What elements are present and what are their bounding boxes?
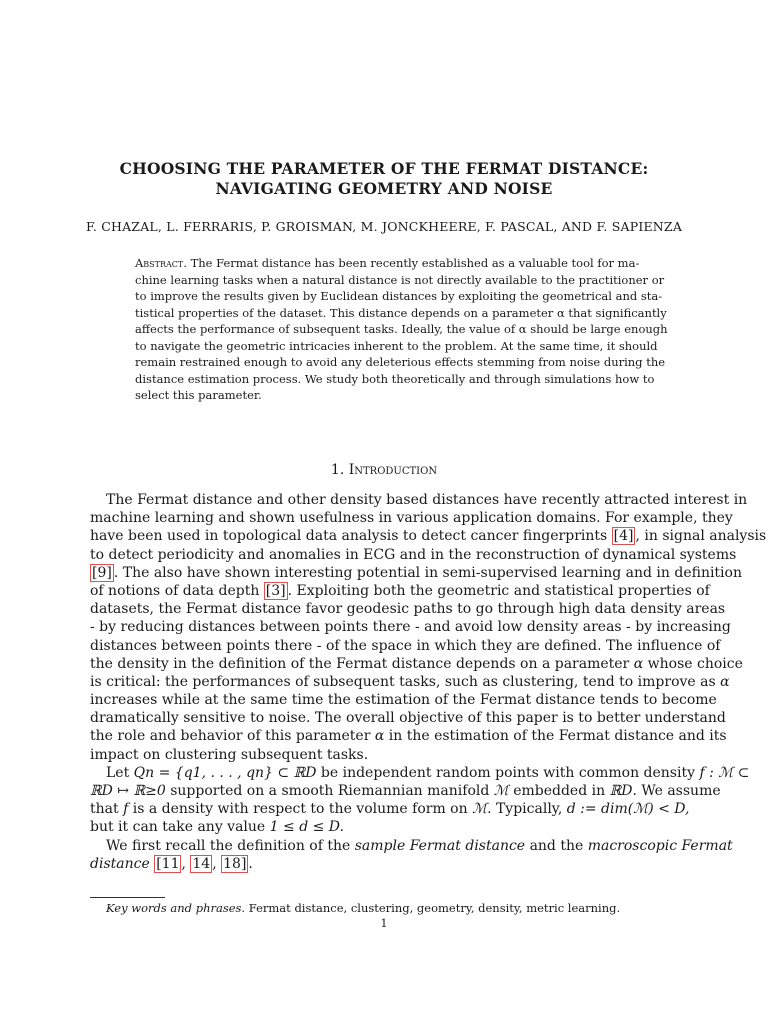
citation-link[interactable]: [4] (613, 528, 634, 545)
body-line: The Fermat distance and other density based distances have recently attracted interest in (106, 492, 748, 508)
citation-link[interactable]: 14 (192, 855, 211, 872)
body-line (90, 527, 767, 545)
emphasis-term: macroscopic Fermat (587, 837, 733, 854)
body-line (90, 800, 690, 818)
title-line-2: NAVIGATING GEOMETRY AND NOISE (215, 179, 553, 198)
body-text-run: that (90, 801, 119, 818)
footnote (106, 901, 620, 915)
page-number: 1 (380, 917, 388, 930)
body-text-run: is a density with respect to the volume form on (132, 801, 468, 818)
math-alpha: α (720, 673, 730, 690)
math-dimension: d := dim(ℳ) < D, (566, 801, 690, 818)
title-line-1: CHOOSING THE PARAMETER OF THE FERMAT DISTANCE: (119, 159, 649, 178)
body-line (90, 727, 727, 745)
math-density: f : ℳ ⊂ (699, 764, 750, 781)
body-line: distances between points there - of the space in which they are defined. The influence of (90, 637, 721, 654)
body-text-run: , in signal analysis (635, 528, 767, 545)
body-text-run: and the (529, 837, 584, 854)
body-line (90, 764, 750, 782)
math-sample-set: Qn = {q1, . . . , qn} ⊂ ℝD (133, 764, 317, 781)
footnote-text: Fermat distance, clustering, geometry, density, metric learning. (248, 901, 621, 915)
body-text (90, 491, 767, 873)
math-alpha: α (374, 728, 385, 745)
body-text-run: be independent random points with common density (320, 764, 695, 781)
body-line: datasets, the Fermat distance favor geodesic paths to go through high data density areas (90, 601, 726, 618)
abstract-line: affects the performance of subsequent tasks. Ideally, the value of α should be large enough (135, 322, 668, 336)
math-manifold: ℳ (472, 801, 488, 818)
body-line: - by reducing distances between points there - and avoid low density areas - by increasing (90, 619, 731, 636)
math-ambient-space: ℝD (609, 783, 633, 799)
body-line (90, 564, 742, 582)
citation-separator: , (212, 855, 222, 872)
body-line (90, 655, 743, 673)
body-line (90, 818, 679, 836)
abstract-line: to improve the results given by Euclidean distances by exploiting the geometrical and sta- (135, 289, 663, 303)
body-line (90, 782, 721, 800)
body-line: to detect periodicity and anomalies in ECG and in the reconstruction of dynamical systems (90, 546, 737, 563)
abstract-line: tistical properties of the dataset. This distance depends on a parameter α that significantly (135, 305, 667, 320)
abstract-first-line-text: The Fermat distance has been recently established as a valuable tool for ma- (190, 256, 640, 270)
body-text-run: embedded in (513, 783, 606, 799)
body-line: impact on clustering subsequent tasks. (90, 746, 369, 763)
section-number: 1. (330, 462, 345, 478)
body-line (90, 855, 679, 873)
citation-link[interactable]: 18] (223, 855, 247, 872)
sentence-period: . (248, 855, 253, 872)
body-line: dramatically sensitive to noise. The overall objective of this paper is to better understand (90, 710, 726, 727)
body-text-run: . Exploiting both the geometric and statistical properties of (287, 582, 710, 599)
body-line (90, 673, 730, 691)
body-text-run: of notions of data depth (90, 582, 260, 599)
emphasis-term: sample Fermat distance (354, 837, 526, 854)
body-line: increases while at the same time the estimation of the Fermat distance tends to become (90, 692, 717, 709)
math-map: ℝD ↦ ℝ≥0 (90, 783, 166, 799)
abstract-line: select this parameter. (135, 388, 262, 402)
body-text-run: the role and behavior of this parameter (90, 728, 371, 745)
body-line (90, 582, 710, 600)
paper-title (60, 159, 708, 199)
citation-link[interactable]: [11 (156, 855, 180, 872)
math-f: f (123, 801, 129, 818)
abstract-line: distance estimation process. We study both theoretically and through simulations how to (135, 371, 655, 386)
body-text-run: supported on a smooth Riemannian manifold (170, 783, 490, 799)
footnote-divider (90, 897, 165, 898)
footnote-label: Key words and phrases. (106, 901, 246, 915)
body-text-run: is critical: the performances of subsequent tasks, such as clustering, tend to improve as (90, 673, 716, 690)
body-text-run: but it can take any value (90, 819, 266, 836)
body-text-run: have been used in topological data analysis to detect cancer fingerprints (90, 528, 608, 545)
citation-link[interactable]: [3] (265, 582, 286, 599)
math-alpha: α (633, 655, 644, 672)
abstract-line: remain restrained enough to avoid any deleterious effects stemming from noise during the (135, 355, 666, 369)
body-text-run: . Typically, (487, 801, 563, 818)
abstract-label: Abstract. (135, 256, 187, 270)
body-text-run: We first recall the definition of the (106, 837, 351, 854)
author-list: F. CHAZAL, L. FERRARIS, P. GROISMAN, M. JONCKHEERE, F. PASCAL, AND F. SAPIENZA (85, 219, 683, 234)
body-text-run: . The also have shown interesting potential in semi-supervised learning and in definition (113, 564, 742, 581)
body-text-run: Let (106, 764, 130, 781)
section-title: Introduction (348, 462, 438, 478)
body-text-run: in the estimation of the Fermat distance and its (388, 728, 727, 745)
math-range: 1 ≤ d ≤ D. (269, 819, 344, 836)
citation-link[interactable]: [9] (92, 564, 112, 581)
abstract-line (135, 255, 640, 272)
math-manifold: ℳ (493, 783, 509, 799)
body-text-run: . We assume (632, 783, 721, 799)
abstract-line: chine learning tasks when a natural distance is not directly available to the practitioner or (135, 272, 665, 287)
emphasis-term: distance (90, 855, 150, 872)
abstract (135, 255, 668, 404)
body-text-run: whose choice (647, 655, 743, 672)
body-text-run: the density in the definition of the Fermat distance depends on a parameter (90, 655, 630, 672)
section-heading (0, 462, 768, 478)
abstract-line: to navigate the geometric intricacies inherent to the problem. At the same time, it should (135, 338, 658, 353)
body-line: machine learning and shown usefulness in various application domains. For example, they (90, 510, 733, 527)
body-line (90, 837, 733, 855)
citation-separator: , (181, 855, 191, 872)
